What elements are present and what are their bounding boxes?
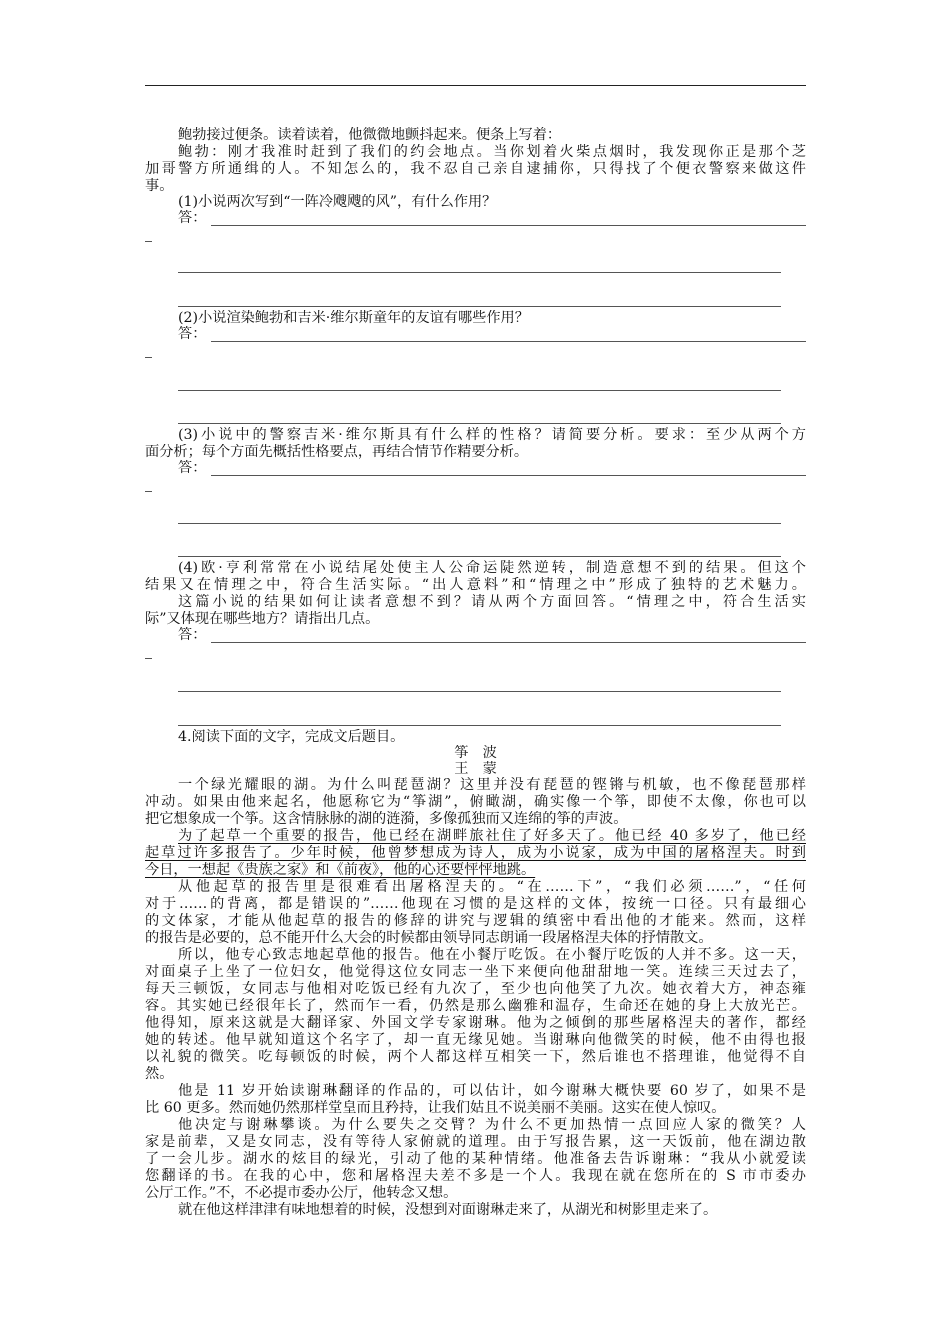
answer-label: 答： — [178, 627, 207, 643]
answer-line[interactable] — [211, 475, 806, 476]
paragraph-line: 把它想象成一个筝。这含情脉脉的湖的涟漪，多像孤独而又连绵的筝的声波。 — [145, 811, 628, 827]
paragraph-line: 对面桌子上坐了一位妇女，他觉得这位女同志一坐下来便向他甜甜地一笑。连续三天过去了， — [145, 964, 806, 980]
answer-line[interactable] — [178, 390, 781, 391]
paragraph-line: 您翻译的书。在我的心中，您和屠格涅夫差不多是一个人。我现在就在您所在的 S 市市委办 — [145, 1168, 806, 1184]
question-2: (2)小说渲染鲍勃和吉米·维尔斯童年的友谊有哪些作用？ — [178, 310, 529, 326]
answer-dash — [145, 241, 152, 242]
question-4: 这篇小说的结果如何让读者意想不到？请从两个方面回答。“情理之中，符合生活实 — [178, 594, 806, 610]
paragraph-line: 从他起草的报告里是很难看出屠格涅夫的。“在……下”，“我们必须……”，“任何 — [178, 879, 806, 895]
text-line: 事。 — [145, 178, 174, 194]
question-1: (1)小说两次写到“一阵冷飕飕的风”，有什么作用？ — [178, 194, 497, 210]
paragraph-line: 公厅工作。”不，不必提市委办公厅，他转念又想。 — [145, 1185, 458, 1201]
text-line: 鲍勃：刚才我准时赶到了我们的约会地点。当你划着火柴点烟时，我发现你正是那个芝 — [178, 144, 806, 160]
paragraph-line: 的报告是必要的，总不能开什么大会的时候都由领导同志朗诵一段屠格涅夫体的抒情散文。 — [145, 930, 713, 946]
question-3: 面分析；每个方面先概括性格要点，再结合情节作精要分析。 — [145, 444, 529, 460]
text-line: 鲍勃接过便条。读着读着，他微微地颤抖起来。便条上写着： — [178, 127, 562, 143]
answer-label: 答： — [178, 326, 207, 342]
paragraph-line: 然。 — [145, 1066, 174, 1082]
question-4: (4)欧·亨利常常在小说结尾处使主人公命运陡然逆转，制造意想不到的结果。但这个 — [178, 560, 806, 576]
answer-line[interactable] — [211, 341, 806, 342]
paragraph-line: 就在他这样津津有味地想着的时候，没想到对面谢琳走来了，从湖光和树影里走来了。 — [178, 1202, 718, 1218]
paragraph-line: 他决定与谢琳攀谈。为什么要失之交臂？为什么不更加热情一点回应人家的微笑？人 — [178, 1117, 806, 1133]
question-4: 结果又在情理之中，符合生活实际。“出人意料”和“情理之中”形成了独特的艺术魅力。 — [145, 577, 806, 593]
underlined-line: 今日，一想起《贵族之家》和《前夜》，他的心还要怦怦地跳。 — [145, 862, 536, 878]
article-title: 筝 波 — [454, 745, 497, 761]
underlined-line: 起草过许多报告了。少年时候，他曾梦想成为诗人，成为小说家，成为中国的屠格涅夫。时到 — [145, 845, 806, 861]
text-line: 加哥警方所通缉的人。不知怎么的，我不忍自己亲自逮捕你，只得找了个便衣警察来做这件 — [145, 161, 806, 177]
paragraph-line: 她的转述。他早就知道这个名字了，却一直无缘见她。当谢琳向他微笑的时候，他不由得也报 — [145, 1032, 806, 1048]
paragraph-line: 容。其实她已经很年长了，然而乍一看，仍然是那么幽雅和温存，生命还在她的身上大放光芒。 — [145, 998, 806, 1014]
answer-line[interactable] — [211, 642, 806, 643]
paragraph-line: 一个绿光耀眼的湖。为什么叫琵琶湖？这里并没有琵琶的铿锵与机敏，也不像琵琶那样 — [178, 777, 806, 793]
answer-dash — [145, 357, 152, 358]
section-heading: 4.阅读下面的文字，完成文后题目。 — [178, 729, 405, 745]
answer-line[interactable] — [178, 691, 781, 692]
answer-label: 答： — [178, 210, 207, 226]
paragraph-line: 家是前辈，又是女同志，没有等待人家俯就的道理。由于写报告累，这一天饭前，他在湖边散 — [145, 1134, 806, 1150]
paragraph-line: 他得知，原来这就是大翻译家、外国文学专家谢琳。他为之倾倒的那些屠格涅夫的著作，都经 — [145, 1015, 806, 1031]
paragraph-line: 对于……的背离，都是错误的”……他现在习惯的是这样的文体，按统一口径。只有最细心 — [145, 896, 806, 912]
answer-line[interactable] — [178, 523, 781, 524]
paragraph-line: 比 60 更多。然而她仍然那样堂皇而且矜持，让我们姑且不说美丽不美丽。这实在使人惊叹。 — [145, 1100, 726, 1116]
paragraph-line: 冲动。如果由他来起名，他愿称它为“筝湖”，俯瞰湖，确实像一个筝，即使不太像，你也可以 — [145, 794, 806, 810]
paragraph-line: 每天三顿饭，女同志与他相对吃饭已经有九次了，至少也向他笑了九次。她衣着大方，神态雍 — [145, 981, 806, 997]
answer-line[interactable] — [211, 225, 806, 226]
answer-line[interactable] — [178, 556, 781, 557]
paragraph-line: 的文体家，才能从他起草的报告的修辞的讲究与逻辑的缜密中看出他的才能来。然而，这样 — [145, 913, 806, 929]
question-3: (3)小说中的警察吉米·维尔斯具有什么样的性格？请简要分析。要求：至少从两个方 — [178, 427, 806, 443]
paragraph-line: 所以，他专心致志地起草他的报告。他在小餐厅吃饭。在小餐厅吃饭的人并不多。这一天， — [178, 947, 806, 963]
answer-line[interactable] — [178, 272, 781, 273]
paragraph-line: 了一会儿步。湖水的炫目的绿光，引动了他的某种情绪。他准备去告诉谢琳：“我从小就爱读 — [145, 1151, 806, 1167]
answer-dash — [145, 491, 152, 492]
underlined-line: 为了起草一个重要的报告，他已经在湖畔旅社住了好多天了。他已经 40 多岁了，他已经 — [178, 828, 806, 844]
answer-line[interactable] — [178, 423, 781, 424]
header-rule — [145, 85, 806, 86]
answer-line[interactable] — [178, 306, 781, 307]
paragraph-line: 他是 11 岁开始读谢琳翻译的作品的，可以估计，如今谢琳大概快要 60 岁了，如果不是 — [178, 1083, 806, 1099]
article-author: 王 蒙 — [454, 761, 497, 777]
question-4: 际”又体现在哪些地方？请指出几点。 — [145, 611, 380, 627]
answer-label: 答： — [178, 460, 207, 476]
answer-dash — [145, 658, 152, 659]
paragraph-line: 以礼貌的微笑。吃每顿饭的时候，两个人都这样互相笑一下，然后谁也不搭理谁，他觉得不自 — [145, 1049, 806, 1065]
answer-line[interactable] — [178, 725, 781, 726]
